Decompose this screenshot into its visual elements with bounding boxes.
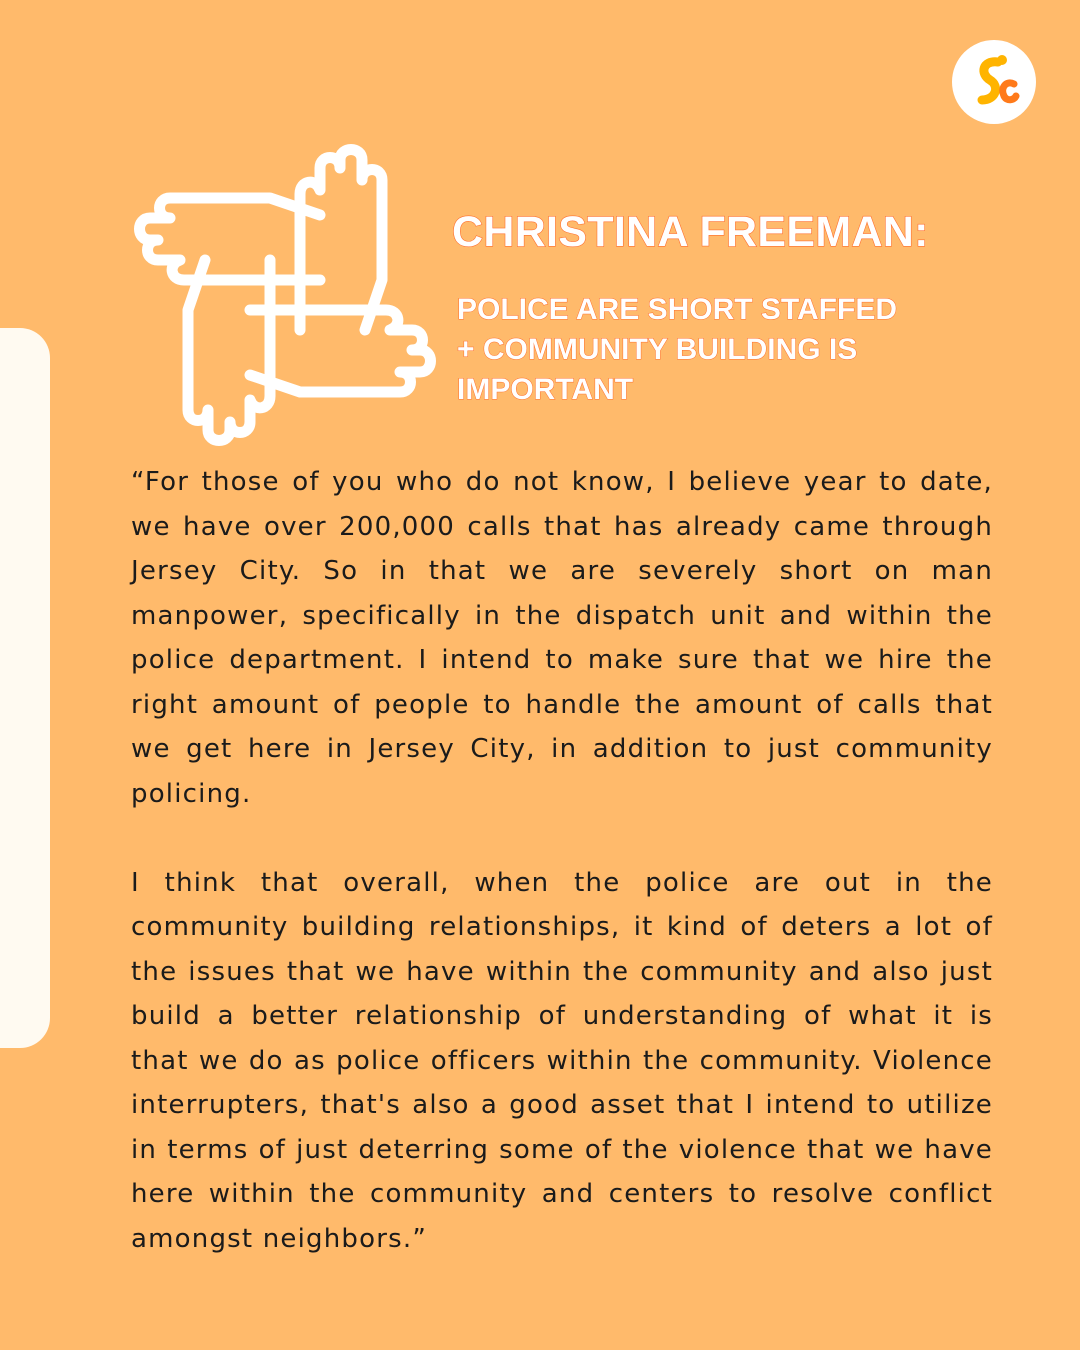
brand-logo-icon — [952, 40, 1036, 124]
four-hands-teamwork-icon — [130, 140, 440, 450]
headline-subtitle: POLICE ARE SHORT STAFFED + COMMUNITY BUILDING IS IMPORTANT — [457, 293, 898, 406]
side-panel-tab — [0, 328, 50, 1048]
quote-paragraph-2: I think that overall, when the police are out in the community building relationships, it kind of deters a lot of the issues that we have within the community and also just build a better relationship of understanding of what it is that we do as police officers within the community. Violence interrupters, that's also a good asset that I intend to utilize in terms of just deterring some of the violence that we have here within the community and centers to resolve conflict amongst neighbors.” — [131, 867, 993, 1254]
quote-paragraph-1: “For those of you who do not know, I believe year to date, we have over 200,000 calls that has already came through Jersey City. So in that we are severely short on man manpower, specifically in the dispatch unit and within the police department. I intend to make sure that we hire the right amount of people to handle the amount of calls that we get here in Jersey City, in addition to just community policing. — [131, 467, 993, 809]
quote-block — [131, 460, 993, 1306]
speaker-name: CHRISTINA FREEMAN: — [452, 208, 929, 256]
